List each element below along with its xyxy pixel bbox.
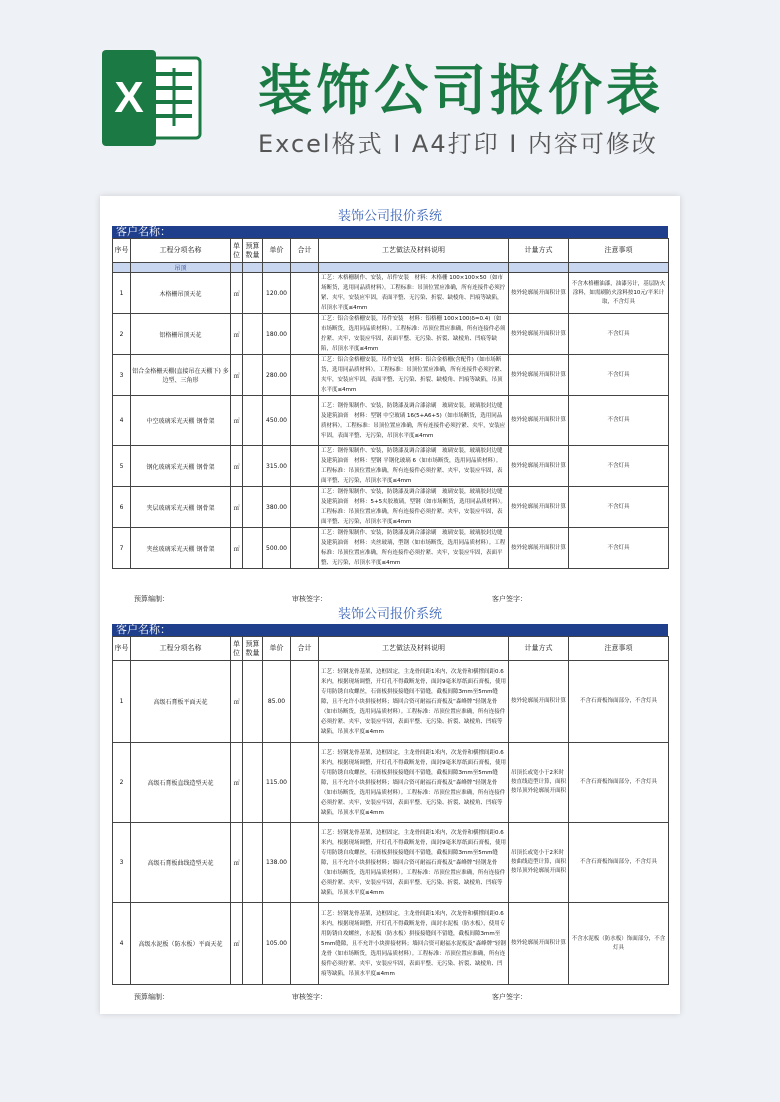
client-name-bar: 客户名称： [112, 226, 668, 238]
table-row [113, 743, 669, 823]
section-title: 装饰公司报价系统 [337, 209, 442, 224]
row-method: 按外轮廓展开面积计算 [509, 487, 569, 528]
row-total [291, 743, 319, 823]
signature-footer-1 [112, 594, 668, 606]
row-desc: 工艺：轻钢龙骨基架，边框固定，主龙骨间距1米内，次龙骨和横撑间距0.6米内，根据现场调整，开灯孔不得截断龙骨，面封9毫米厚纸面石膏板，使用专用防锈自攻螺丝，石膏板拼接接缝间不留缝，截板间隙3mm至5mm缝隙，且不允许小块拼接材料；墙回合资可耐福石膏板及“森峰牌”轻钢龙骨（如市场断货，选用同品质材料）。工程标准：吊顶位置应准确，所有连接件必须拧紧、夹牢，安装应牢固，表面平整、无污染、折裂、缺棱角、凹痕等缺陷，吊顶水平度≤4mm [319, 743, 509, 823]
row-no: 3 [113, 823, 131, 903]
row-no: 4 [113, 903, 131, 985]
row-note: 不含石膏板饰面部分，不含灯具 [569, 743, 669, 823]
row-name: 夹丝玻璃采光天棚 钢骨架 [131, 528, 231, 569]
row-qty [243, 661, 263, 743]
col-header: 预算数量 [243, 239, 263, 263]
client-sign-label: 客户签字： [492, 595, 527, 603]
row-name: 高级石膏板曲线造型天花 [131, 823, 231, 903]
col-header: 单位 [231, 637, 243, 661]
row-unit: ㎡ [231, 487, 243, 528]
row-note: 不含灯具 [569, 528, 669, 569]
row-total [291, 661, 319, 743]
row-unit: ㎡ [231, 903, 243, 985]
page-title: 装饰公司报价表 [258, 59, 664, 122]
prepared-by-label: 预算编制： [134, 595, 169, 603]
row-desc: 工艺：钢骨架制作、安装，防锈漆及调合漆涂刷 玻璃安装，玻璃胶封边缝及建筑油膏 材料：型钢 平钢化玻璃 6（如市场断货，选用同品质材料）。工程标准：吊顶位置应准确，所有连接件必须拧紧、夹牢，安装应牢固，表面平整、无污染，吊顶水平度≤4mm [319, 446, 509, 487]
row-total [291, 446, 319, 487]
row-desc: 工艺：铝合金格栅安装，吊件安装 材料：铝合金格栅(含配件)（如市场断货，选用同品质材料）。工程标准：吊顶位置应准确，所有连接件必须拧紧、夹牢，安装应牢固，表面平整、无污染、折裂、缺棱角、凹痕等缺陷，吊顶水平度≤4mm [319, 355, 509, 396]
row-qty [243, 355, 263, 396]
reviewer-label: 审核签字： [292, 595, 327, 603]
row-unit: ㎡ [231, 446, 243, 487]
row-note: 不含灯具 [569, 487, 669, 528]
table-header-row [113, 239, 669, 263]
table-row [113, 528, 669, 569]
row-price: 180.00 [263, 314, 291, 355]
banner [0, 0, 780, 190]
svg-text:X: X [114, 73, 144, 122]
row-note: 不含木格栅油漆，油漆另计，基层防火涂料，如需刷防火涂料按10元/平米计取，不含灯具 [569, 273, 669, 314]
excel-logo-icon [98, 50, 206, 146]
row-name: 铝合金格栅天棚(直接吊在天棚下) 多边型、三角形 [131, 355, 231, 396]
row-no: 2 [113, 743, 131, 823]
row-total [291, 396, 319, 446]
row-price: 280.00 [263, 355, 291, 396]
row-qty [243, 903, 263, 985]
row-no: 1 [113, 273, 131, 314]
row-note: 不含灯具 [569, 355, 669, 396]
col-header: 工程分项名称 [131, 637, 231, 661]
category-label: 吊顶 [131, 263, 231, 273]
row-desc: 工艺：钢骨架制作、安装，防锈漆及调合漆涂刷 玻璃安装，玻璃胶封边缝及建筑油膏 材料：型钢 中空玻璃 16(5+A6+5)（如市场断货，选用同品质材料）。工程标准：吊顶位置应准确，所有连接件必须拧紧、夹牢，安装应牢固，表面平整、无污染，吊顶水平度≤4mm [319, 396, 509, 446]
row-total [291, 528, 319, 569]
row-name: 夹层玻璃采光天棚 钢骨架 [131, 487, 231, 528]
row-method: 按外轮廓展开面积计算 [509, 273, 569, 314]
row-total [291, 273, 319, 314]
col-header: 单位 [231, 239, 243, 263]
row-no: 5 [113, 446, 131, 487]
col-header: 序号 [113, 637, 131, 661]
row-desc: 工艺：木格栅制作、安装，吊件安装 材料：木格栅 100×100×50（如市场断货，选用同品质材料）。工程标准：吊顶位置应准确，所有连接件必须拧紧、夹牢，安装应牢固，表面平整、无污染、折裂、缺棱角、凹痕等缺陷，吊顶水平度≤4mm [319, 273, 509, 314]
row-name: 木格栅吊顶天花 [131, 273, 231, 314]
table-row [113, 396, 669, 446]
row-method: 按外轮廓展开面积计算 [509, 396, 569, 446]
row-total [291, 823, 319, 903]
row-qty [243, 528, 263, 569]
row-price: 380.00 [263, 487, 291, 528]
col-header: 注意事项 [569, 637, 669, 661]
row-name: 铝格栅吊顶天花 [131, 314, 231, 355]
row-price: 138.00 [263, 823, 291, 903]
col-header: 计量方式 [509, 239, 569, 263]
row-method: 按外轮廓展开面积计算 [509, 903, 569, 985]
col-header: 预算数量 [243, 637, 263, 661]
row-no: 2 [113, 314, 131, 355]
row-note: 不含石膏板饰面部分，不含灯具 [569, 661, 669, 743]
row-unit: ㎡ [231, 396, 243, 446]
row-price: 450.00 [263, 396, 291, 446]
row-note: 不含灯具 [569, 446, 669, 487]
col-header: 工艺做法及材料说明 [319, 239, 509, 263]
row-price: 500.00 [263, 528, 291, 569]
quote-sheet [100, 196, 680, 1014]
row-name: 钢化玻璃采光天棚 钢骨架 [131, 446, 231, 487]
row-no: 6 [113, 487, 131, 528]
row-note: 不含灯具 [569, 314, 669, 355]
row-unit: ㎡ [231, 743, 243, 823]
row-qty [243, 314, 263, 355]
row-price: 105.00 [263, 903, 291, 985]
quote-table [112, 238, 669, 569]
category-row [113, 263, 669, 273]
row-price: 85.00 [263, 661, 291, 743]
page-subtitle: Excel格式 I A4打印 I 内容可修改 [258, 130, 658, 158]
row-method: 吊顶长或宽小于2米时按直线造型计算，面积按吊顶外轮廓展开面积 [509, 743, 569, 823]
col-header: 工程分项名称 [131, 239, 231, 263]
row-name: 高级石膏板直线造型天花 [131, 743, 231, 823]
col-header: 注意事项 [569, 239, 669, 263]
row-unit: ㎡ [231, 273, 243, 314]
row-price: 315.00 [263, 446, 291, 487]
row-method: 按外轮廓展开面积计算 [509, 355, 569, 396]
row-desc: 工艺：轻钢龙骨基架，边框固定，主龙骨间距1米内，次龙骨和横撑间距0.6米内，根据现场调整，开灯孔不得截断龙骨，面封9毫米厚纸面石膏板，使用专用防锈自攻螺丝，石膏板拼接接缝间不留缝，截板间隙3mm至5mm缝隙，且不允许小块拼接材料；墙回合资可耐福石膏板及“森峰牌”轻钢龙骨（如市场断货，选用同品质材料）。工程标准：吊顶位置应准确，所有连接件必须拧紧、夹牢，安装应牢固，表面平整、无污染、折裂、缺棱角、凹痕等缺陷，吊顶水平度≤4mm [319, 661, 509, 743]
table-row [113, 273, 669, 314]
row-qty [243, 446, 263, 487]
row-qty [243, 823, 263, 903]
table-row [113, 355, 669, 396]
col-header: 计量方式 [509, 637, 569, 661]
row-unit: ㎡ [231, 528, 243, 569]
client-sign-label: 客户签字： [492, 993, 527, 1001]
row-unit: ㎡ [231, 661, 243, 743]
row-price: 115.00 [263, 743, 291, 823]
row-total [291, 355, 319, 396]
row-qty [243, 487, 263, 528]
row-no: 4 [113, 396, 131, 446]
row-note: 不含水泥板（防水板）饰面部分，不含灯具 [569, 903, 669, 985]
table-row [113, 823, 669, 903]
row-desc: 工艺：铝合金格栅安装，吊件安装 材料：铝格栅 100×100(δ=0.4)（如市场断货，选用同品质材料）。工程标准：吊顶位置应准确，所有连接件必须拧紧、夹牢，安装应牢固，表面平整、无污染、折裂、缺棱角、凹痕等缺陷，吊顶水平度≤4mm [319, 314, 509, 355]
row-total [291, 314, 319, 355]
row-method: 吊顶长或宽小于2米时按曲线造型计算，面积按吊顶外轮廓展开面积 [509, 823, 569, 903]
reviewer-label: 审核签字： [292, 993, 327, 1001]
row-desc: 工艺：轻钢龙骨基架，边框固定，主龙骨间距1米内，次龙骨和横撑间距0.6米内，根据现场调整，开灯孔不得截断龙骨，面封水泥板（防水板），使用专用防锈自攻螺丝，水泥板（防水板）拼接接缝间不留缝，截板间隙3mm至5mm缝隙，且不允许小块拼接材料；墙回合资可耐福水泥板及“森峰牌”轻钢龙骨（如市场断货，选用同品质材料）。工程标准：吊顶位置应准确，所有连接件必须拧紧、夹牢，安装应牢固，表面平整、无污染、折裂、缺棱角、凹痕等缺陷，吊顶水平度≤4mm [319, 903, 509, 985]
row-name: 高级石膏板平面天花 [131, 661, 231, 743]
table-row [113, 446, 669, 487]
row-method: 按外轮廓展开面积计算 [509, 446, 569, 487]
table-row [113, 314, 669, 355]
col-header: 序号 [113, 239, 131, 263]
table-row [113, 487, 669, 528]
section-title: 装饰公司报价系统 [337, 607, 442, 622]
row-name: 中空玻璃采光天棚 钢骨架 [131, 396, 231, 446]
row-desc: 工艺：轻钢龙骨基架，边框固定，主龙骨间距1米内，次龙骨和横撑间距0.6米内，根据现场调整，开灯孔不得截断龙骨，面封9毫米厚纸面石膏板，使用专用防锈自攻螺丝，石膏板拼接接缝间不留缝，截板间隙3mm至5mm缝隙，且不允许小块拼接材料；墙回合资可耐福石膏板及“森峰牌”轻钢龙骨（如市场断货，选用同品质材料）。工程标准：吊顶位置应准确，所有连接件必须拧紧、夹牢，安装应牢固，表面平整、无污染、折裂、缺棱角、凹痕等缺陷，吊顶水平度≤4mm [319, 823, 509, 903]
table-row [113, 661, 669, 743]
row-no: 7 [113, 528, 131, 569]
row-qty [243, 273, 263, 314]
row-total [291, 487, 319, 528]
row-unit: ㎡ [231, 314, 243, 355]
col-header: 工艺做法及材料说明 [319, 637, 509, 661]
row-method: 按外轮廓展开面积计算 [509, 528, 569, 569]
row-no: 1 [113, 661, 131, 743]
row-unit: ㎡ [231, 355, 243, 396]
signature-footer-2 [112, 992, 668, 1004]
row-name: 高级水泥板（防水板）平面天花 [131, 903, 231, 985]
row-method: 按外轮廓展开面积计算 [509, 314, 569, 355]
quote-table [112, 636, 669, 985]
client-name-bar: 客户名称： [112, 624, 668, 636]
col-header: 合计 [291, 239, 319, 263]
row-desc: 工艺：钢骨架制作、安装，防锈漆及调合漆涂刷 玻璃安装，玻璃胶封边缝及建筑油膏 材料：5+5夹胶玻璃，型钢（如市场断货，选用同品质材料）。工程标准：吊顶位置应准确，所有连接件必须拧紧、夹牢，安装应牢固，表面平整、无污染，吊顶水平度≤4mm [319, 487, 509, 528]
prepared-by-label: 预算编制： [134, 993, 169, 1001]
quote-section-1 [112, 208, 668, 569]
row-note: 不含灯具 [569, 396, 669, 446]
row-qty [243, 743, 263, 823]
table-row [113, 903, 669, 985]
row-note: 不含石膏板饰面部分，不含灯具 [569, 823, 669, 903]
row-price: 120.00 [263, 273, 291, 314]
quote-section-2 [112, 606, 668, 985]
row-unit: ㎡ [231, 823, 243, 903]
table-header-row [113, 637, 669, 661]
row-total [291, 903, 319, 985]
row-method: 按外轮廓展开面积计算 [509, 661, 569, 743]
col-header: 单价 [263, 239, 291, 263]
row-qty [243, 396, 263, 446]
row-desc: 工艺：钢骨架制作、安装，防锈漆及调合漆涂刷 玻璃安装，玻璃胶封边缝及建筑油膏 材料：夹丝玻璃，型钢（如市场断货，选用同品质材料）。工程标准：吊顶位置应准确，所有连接件必须拧紧、夹牢，安装应牢固，表面平整、无污染，吊顶水平度≤4mm [319, 528, 509, 569]
row-no: 3 [113, 355, 131, 396]
col-header: 合计 [291, 637, 319, 661]
col-header: 单价 [263, 637, 291, 661]
